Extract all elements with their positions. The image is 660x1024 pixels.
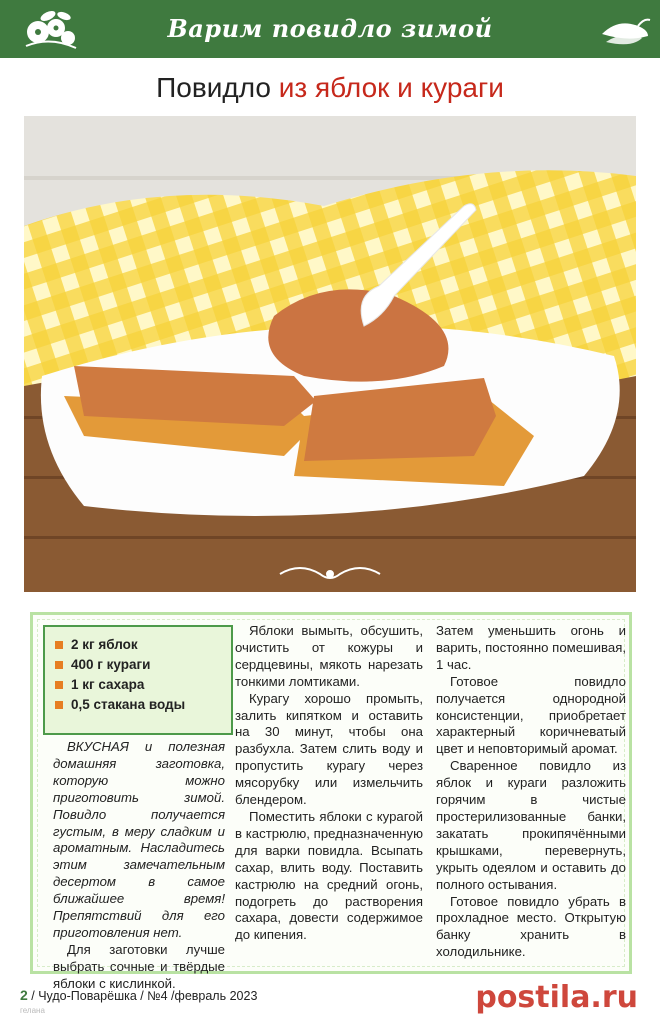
ingredient-item: 0,5 стакана воды (55, 695, 221, 715)
intro-paragraph: ВКУСНАЯ и полезная домашняя заготовка, которую можно приготовить зимой. Повидло получается густым, в меру сладким и ароматным. Насладитесь этим замечательным десертом в самое ближайшее время! Препятствий для его приготовления нет. (53, 739, 225, 940)
paragraph: Сваренное повидло из яблок и кураги разложить горячим в чистые простерилизованные банки, закатать прокипячёнными крышками, перевернуть, укрыть одеялом и оставить до полного остывания. (436, 758, 626, 892)
ingredients-list (55, 635, 221, 715)
article-title (0, 72, 660, 104)
section-header (0, 0, 660, 58)
paragraph: Курагу хорошо промыть, залить кипятком и оставить на 30 минут, чтобы она разбухла. Затем слить воду и пропустить курагу через мясорубку или измельчить блендером. (235, 690, 423, 808)
paragraph: Поместить яблоки с курагой в кастрюлю, предназначенную для варки повидла. Всыпать сахар, влить воду. Поставить кастрюлю на средний огонь, подогреть до растворения сахара, довести содержимое до кипения. (235, 808, 423, 943)
paragraph: Готовое повидло получается однородной консистенции, приобретает характерный коричневатый цвет и неповторимый аромат. (436, 673, 626, 757)
bullet-icon (55, 641, 63, 649)
bullet-icon (55, 661, 63, 669)
small-note: гелана (20, 1006, 45, 1015)
text-column-1 (53, 739, 225, 993)
recipe-box (30, 612, 632, 991)
pepper-ornament-icon (598, 12, 652, 50)
dish-photo (24, 116, 636, 592)
article-title-accent: из яблок и кураги (278, 72, 504, 103)
section-title: Варим повидло зимой (167, 14, 493, 43)
paragraph: Яблоки вымыть, обсушить, очистить от кожуры и сердцевины, мякоть нарезать тонкими ломтиками. (235, 623, 423, 689)
ingredient-item: 400 г кураги (55, 655, 221, 675)
text-column-2 (235, 623, 423, 944)
bullet-icon (55, 681, 63, 689)
page-number: 2 (20, 987, 28, 1003)
article-title-plain: Повидло (156, 72, 279, 103)
ingredients-box (43, 625, 233, 735)
text-column-3 (436, 623, 626, 961)
paragraph: Готовое повидло убрать в прохладное место. Открытую банку хранить в холодильнике. (436, 893, 626, 960)
paragraph: Для заготовки лучше выбрать сочные и твёрдые яблоки с кислинкой. (53, 941, 225, 991)
publication-info: / Чудо-Поварёшка / №4 /февраль 2023 (27, 989, 258, 1003)
bullet-icon (55, 701, 63, 709)
page-footer (20, 987, 257, 1003)
paragraph: Затем уменьшить огонь и варить, постоянно помешивая, 1 час. (436, 623, 626, 672)
ingredient-item: 1 кг сахара (55, 675, 221, 695)
ingredient-item: 2 кг яблок (55, 635, 221, 655)
site-watermark: postila.ru (475, 980, 638, 1015)
